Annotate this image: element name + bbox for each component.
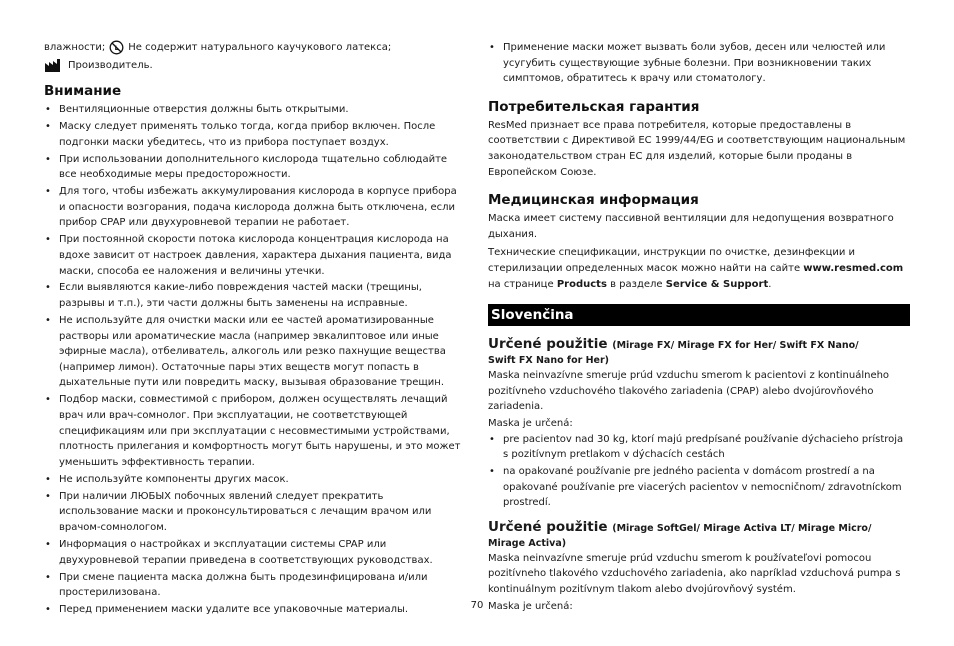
- list-item: • При использовании дополнительного кислорода тщательно соблюдайте все необходимые меры предосторожности.: [45, 153, 448, 181]
- list-item: • Не используйте компоненты других масок.: [45, 473, 289, 485]
- left-column: [44, 40, 462, 619]
- intro-text-humidity: влажности;: [44, 42, 106, 53]
- intended-use-list-1: [488, 432, 910, 511]
- intended-use-heading-1: Určené použitie (Mirage FX/ Mirage FX for Her/ Swift FX Nano/ Swift FX Nano for Her): [488, 336, 859, 367]
- intro-text-manufacturer: Производитель.: [68, 60, 153, 71]
- intro-line-1: [44, 40, 462, 55]
- svg-text:L: L: [114, 45, 119, 52]
- list-item: • При наличии ЛЮБЫХ побочных явлений следует прекратить использование маски и проконсультироваться с лечащим врачом или врачом-сомнологом.: [45, 490, 432, 533]
- right-column: [488, 40, 910, 614]
- list-item: • При постоянной скорости потока кислорода концентрация кислорода на вдохе зависит от настроек давления, характера дыхания пациента, вида маски, способа ее наложения и величины утечки.: [45, 234, 452, 277]
- section-bar-slovak: Slovenčina: [488, 304, 910, 326]
- medical-paragraph-1: Маска имеет систему пассивной вентиляции для недопущения возвратного дыхания.: [488, 213, 894, 240]
- manufacturer-icon: [44, 58, 62, 73]
- list-item: • Если выявляются какие-либо повреждения частей маски (трещины, разрывы и т.п.), эти части должны быть заменены на исправные.: [45, 282, 422, 310]
- intended-use-label-2: Maska je určená:: [488, 600, 573, 612]
- list-item: • При смене пациента маска должна быть продезинфицирована и/или простерилизована.: [45, 571, 428, 599]
- intro-line-2: [44, 58, 462, 73]
- intro-text-latex: Не содержит натурального каучукового латекса;: [128, 42, 392, 53]
- list-item: • Информация о настройках и эксплуатации системы CPAP или двухуровневой терапии приведена в соответствующих руководствах.: [45, 538, 433, 566]
- list-item: • Подбор маски, совместимой с прибором, должен осуществлять лечащий врач или врач-сомнолог. При эксплуатации, не соответствующей спецификациям или при эксплуатации с несовместимыми устройствами, плотность прилегания и комфортность могут быть нарушены, и это может уменьшить эффективность терапии.: [45, 394, 461, 468]
- products-link[interactable]: Products: [556, 278, 607, 290]
- intended-use-text-1: Maska neinvazívne smeruje prúd vzduchu smerom k pacientovi z kontinuálneho pozitívneho vzduchového tlakového zariadenia (CPAP) alebo dvojúrovňového zariadenia.: [488, 370, 890, 413]
- list-item: • Не используйте для очистки маски или ее частей ароматизированные растворы или ароматические масла (например эвкалиптовое или иные эфирные масла), отбеливатель, алкоголь или резко пахнущие вещества (например лимон). Остаточные пары этих веществ могут попасть в дыхательные пути или повредить маску, вызывая образование трещин.: [45, 315, 446, 389]
- intended-use-label-1: Maska je určená:: [488, 417, 573, 429]
- intended-use-text-2: Maska neinvazívne smeruje prúd vzduchu smerom k používateľovi pomocou pozitívneho tlakového vzduchového zariadenia, ako napríklad vzduchová pumpa s kontinuálnym pozitívnym tlakom alebo dvojúrovňový systém.: [488, 552, 901, 596]
- page-number: 70: [470, 600, 484, 611]
- warning-list: [44, 102, 462, 618]
- guarantee-heading: Потребительская гарантия: [488, 98, 700, 115]
- resmed-url-link[interactable]: www.resmed.com: [803, 262, 904, 274]
- service-support-link[interactable]: Service & Support: [665, 278, 769, 290]
- list-item: • Для того, чтобы избежать аккумулирования кислорода в корпусе прибора и опасности возгорания, подача кислорода должна быть отключена, если прибор CPAP или двухуровневой терапии не работает.: [45, 186, 457, 229]
- list-item: • Применение маски может вызвать боли зубов, десен или челюстей или усугубить существующие зубные болезни. При возникновении таких симптомов, обратитесь к врачу или стоматологу.: [489, 42, 886, 85]
- no-latex-icon: [109, 40, 124, 55]
- warning-heading: Внимание: [44, 83, 122, 99]
- continued-warning-list: [488, 40, 910, 87]
- medical-paragraph-2: Технические спецификации, инструкции по очистке, дезинфекции и стерилизации определенных масок можно найти на сайте www.resmed.com на странице Products в разделе Service & Support.: [488, 247, 904, 290]
- list-item: • Маску следует применять только тогда, когда прибор включен. После подгонки маски убедитесь, что из прибора поступает воздух.: [45, 120, 436, 148]
- guarantee-text: ResMed признает все права потребителя, которые предоставлены в соответствии с Директивой ЕС 1999/44/EG и соответствующим национальным законодательством стран ЕС для изделий, которые были проданы в Европейском Союзе.: [488, 119, 906, 178]
- list-item: • Вентиляционные отверстия должны быть открытыми.: [45, 104, 349, 115]
- list-item: • na opakované používanie pre jedného pacienta v domácom prostredí a na opakované používanie pre viacerých pacientov v nemocničnom/ zdravotníckom prostredí.: [489, 466, 902, 509]
- intended-use-heading-2: Určené použitie (Mirage SoftGel/ Mirage Activa LT/ Mirage Micro/ Mirage Activa): [488, 518, 872, 549]
- list-item: • Перед применением маски удалите все упаковочные материалы.: [45, 604, 409, 616]
- list-item: • pre pacientov nad 30 kg, ktorí majú predpísané používanie dýchacieho prístroja s pozitívnym pretlakom v dýchacích cestách: [489, 433, 904, 461]
- medical-heading: Медицинская информация: [488, 192, 699, 209]
